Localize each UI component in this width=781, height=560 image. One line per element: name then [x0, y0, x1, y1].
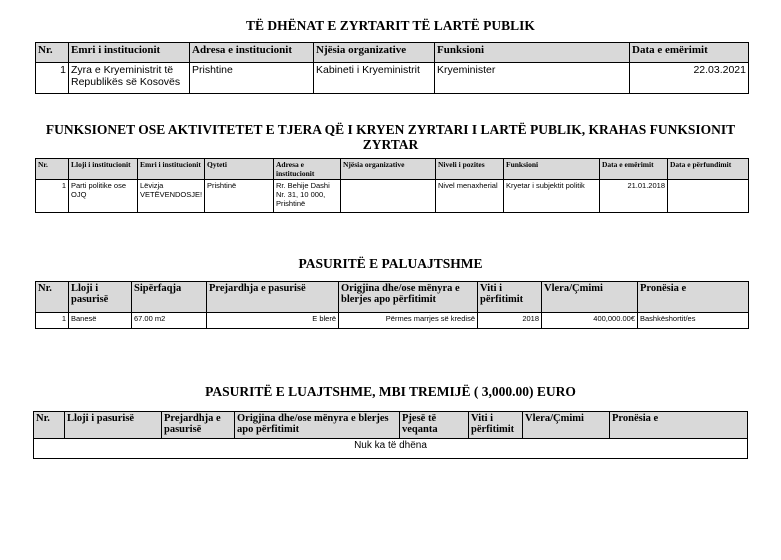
col-header: Adresa e institucionit — [190, 43, 314, 63]
table-cell: Kryetar i subjektit politik — [504, 180, 600, 213]
table-cell: Bashkëshortit/es — [638, 313, 749, 329]
col-header: Pronësia e — [638, 282, 749, 313]
col-header: Lloji i pasurisë — [65, 412, 162, 439]
table-cell: Prishtinë — [205, 180, 274, 213]
col-header: Pjesë të veqanta — [400, 412, 469, 439]
table-cell: E blerë — [207, 313, 339, 329]
table-cell: 1 — [36, 313, 69, 329]
table-cell: Parti politike ose OJQ — [69, 180, 138, 213]
table-cell: 2018 — [478, 313, 542, 329]
col-header: Lloji i pasurisë — [69, 282, 132, 313]
empty-message: Nuk ka të dhëna — [34, 439, 748, 459]
table-cell: Nivel menaxherial — [436, 180, 504, 213]
other-functions-table — [35, 158, 749, 213]
col-header: Prejardhja e pasurisë — [162, 412, 235, 439]
col-header: Nr. — [36, 159, 69, 180]
table-cell: 1 — [36, 63, 69, 94]
col-header: Nr. — [34, 412, 65, 439]
section-title-immovable-assets: PASURITË E PALUAJTSHME — [298, 256, 483, 271]
col-header: Funksioni — [435, 43, 630, 63]
table-cell: 1 — [36, 180, 69, 213]
col-header: Emri i institucionit — [69, 43, 190, 63]
col-header: Viti i përfitimit — [478, 282, 542, 313]
col-header: Sipërfaqja — [132, 282, 207, 313]
col-header: Data e emërimit — [630, 43, 749, 63]
table-cell: Përmes marrjes së kredisë — [339, 313, 478, 329]
col-header: Funksioni — [504, 159, 600, 180]
immovable-assets-table — [35, 281, 749, 329]
table-cell: Prishtine — [190, 63, 314, 94]
table-cell: Zyra e Kryeministrit të Republikës së Kosovës — [69, 63, 190, 94]
table-header-row — [36, 43, 749, 63]
table-header-row — [36, 282, 749, 313]
col-header: Njësia organizative — [341, 159, 436, 180]
table-cell — [668, 180, 749, 213]
table-header-row — [36, 159, 749, 180]
col-header: Lloji i institucionit — [69, 159, 138, 180]
table-cell: Kryeminister — [435, 63, 630, 94]
col-header: Adresa e institucionit — [274, 159, 341, 180]
col-header: Vlera/Çmimi — [523, 412, 610, 439]
col-header: Niveli i pozites — [436, 159, 504, 180]
col-header: Origjina dhe/ose mënyra e blerjes apo përfitimit — [339, 282, 478, 313]
official-data-table — [35, 42, 749, 94]
table-cell: 400,000.00€ — [542, 313, 638, 329]
col-header: Viti i përfitimit — [469, 412, 523, 439]
table-cell: Rr. Behije Dashi Nr. 31, 10 000, Prishtinë — [274, 180, 341, 213]
col-header: Vlera/Çmimi — [542, 282, 638, 313]
section-title-movable-assets: PASURITË E LUAJTSHME, MBI TREMIJË ( 3,000.00) EURO — [205, 384, 576, 399]
table-header-row — [34, 412, 748, 439]
table-cell: Kabineti i Kryeministrit — [314, 63, 435, 94]
table-row — [34, 439, 748, 459]
table-cell: Lëvizja VETËVENDOSJE! — [138, 180, 205, 213]
table-row — [36, 63, 749, 94]
table-row — [36, 313, 749, 329]
col-header: Prejardhja e pasurisë — [207, 282, 339, 313]
table-cell: 22.03.2021 — [630, 63, 749, 94]
col-header: Origjina dhe/ose mënyra e blerjes apo përfitimit — [235, 412, 400, 439]
col-header: Qyteti — [205, 159, 274, 180]
col-header: Nr. — [36, 43, 69, 63]
movable-assets-table — [33, 411, 748, 459]
col-header: Njësia organizative — [314, 43, 435, 63]
col-header: Data e përfundimit — [668, 159, 749, 180]
table-cell — [341, 180, 436, 213]
table-cell: Banesë — [69, 313, 132, 329]
table-cell: 67.00 m2 — [132, 313, 207, 329]
section-title-official-data: TË DHËNAT E ZYRTARIT TË LARTË PUBLIK — [246, 18, 535, 33]
col-header: Emri i institucionit — [138, 159, 205, 180]
section-title-other-functions: FUNKSIONET OSE AKTIVITETET E TJERA QË I KRYEN ZYRTARI I LARTË PUBLIK, KRAHAS FUNKSIONIT ZYRTAR — [45, 122, 736, 152]
table-row — [36, 180, 749, 213]
col-header: Pronësia e — [610, 412, 748, 439]
table-cell: 21.01.2018 — [600, 180, 668, 213]
col-header: Data e emërimit — [600, 159, 668, 180]
col-header: Nr. — [36, 282, 69, 313]
